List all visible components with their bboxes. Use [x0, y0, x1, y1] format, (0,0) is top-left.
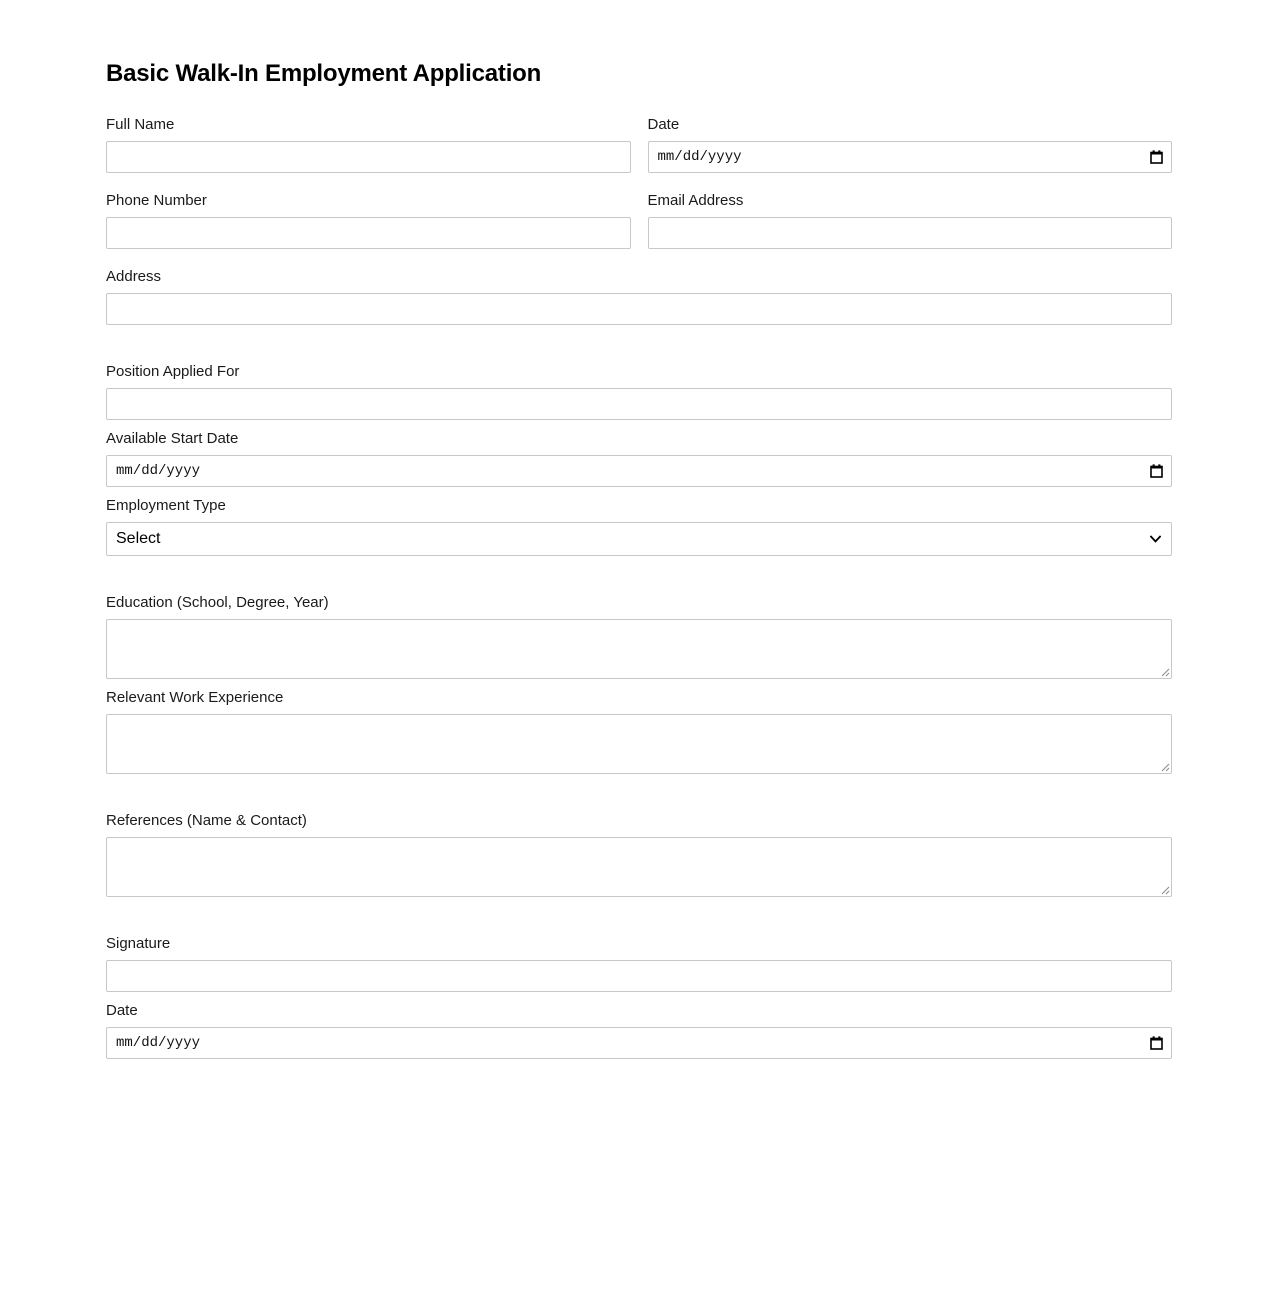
email-address-control [648, 217, 1173, 249]
field-work-experience [106, 688, 1172, 774]
available-start-date-input[interactable] [106, 455, 1172, 487]
section-divider [106, 783, 1172, 811]
name-date-row [106, 115, 1172, 182]
phone-number-input[interactable] [106, 217, 631, 249]
date-bottom-control [106, 1027, 1172, 1059]
date-top-label: Date [647, 115, 680, 133]
calendar-icon[interactable] [1150, 150, 1163, 164]
full-name-label: Full Name [106, 115, 175, 133]
phone-number-label: Phone Number [106, 191, 207, 209]
email-address-label: Email Address [647, 191, 744, 209]
field-phone-number [106, 191, 631, 249]
date-bottom-placeholder: mm/dd/yyyy [116, 1034, 201, 1051]
resize-grip-icon[interactable] [1158, 760, 1170, 772]
references-label: References (Name & Contact) [106, 811, 307, 829]
work-experience-textarea[interactable] [106, 714, 1172, 774]
date-top-input[interactable] [648, 141, 1173, 173]
date-top-placeholder: mm/dd/yyyy [657, 148, 742, 165]
field-email-address [648, 191, 1173, 249]
address-label: Address [106, 267, 162, 285]
address-control [106, 293, 1172, 325]
signature-control [106, 960, 1172, 992]
education-label: Education (School, Degree, Year) [106, 593, 329, 611]
field-signature [106, 934, 1172, 992]
page-title: Basic Walk-In Employment Application [106, 60, 542, 87]
position-applied-for-control [106, 388, 1172, 420]
date-bottom-input[interactable] [106, 1027, 1172, 1059]
employment-type-selected-value: Select [116, 529, 161, 547]
calendar-icon[interactable] [1150, 464, 1163, 478]
full-name-input[interactable] [106, 141, 631, 173]
available-start-date-placeholder: mm/dd/yyyy [116, 462, 201, 479]
employment-type-control [106, 522, 1172, 556]
resize-grip-icon[interactable] [1158, 665, 1170, 677]
calendar-icon[interactable] [1150, 1036, 1163, 1050]
signature-input[interactable] [106, 960, 1172, 992]
field-address [106, 267, 1172, 325]
field-employment-type [106, 496, 1172, 556]
full-name-control [106, 141, 631, 173]
field-education [106, 593, 1172, 679]
position-applied-for-input[interactable] [106, 388, 1172, 420]
chevron-down-icon[interactable] [1150, 535, 1161, 543]
available-start-date-control [106, 455, 1172, 487]
email-address-input[interactable] [648, 217, 1173, 249]
field-date-top [648, 115, 1173, 173]
education-textarea[interactable] [106, 619, 1172, 679]
date-top-control [648, 141, 1173, 173]
section-divider [106, 334, 1172, 362]
available-start-date-label: Available Start Date [106, 429, 239, 447]
field-available-start-date [106, 429, 1172, 487]
work-experience-label: Relevant Work Experience [106, 688, 284, 706]
phone-email-row [106, 191, 1172, 258]
field-position-applied-for [106, 362, 1172, 420]
address-input[interactable] [106, 293, 1172, 325]
employment-type-select[interactable] [106, 522, 1172, 556]
signature-label: Signature [106, 934, 171, 952]
field-date-bottom [106, 1001, 1172, 1059]
date-bottom-label: Date [106, 1001, 138, 1019]
resize-grip-icon[interactable] [1158, 883, 1170, 895]
field-full-name [106, 115, 631, 173]
section-divider [106, 906, 1172, 934]
references-textarea[interactable] [106, 837, 1172, 897]
position-applied-for-label: Position Applied For [106, 362, 240, 380]
employment-type-label: Employment Type [106, 496, 226, 514]
field-references [106, 811, 1172, 897]
phone-number-control [106, 217, 631, 249]
section-divider [106, 565, 1172, 593]
